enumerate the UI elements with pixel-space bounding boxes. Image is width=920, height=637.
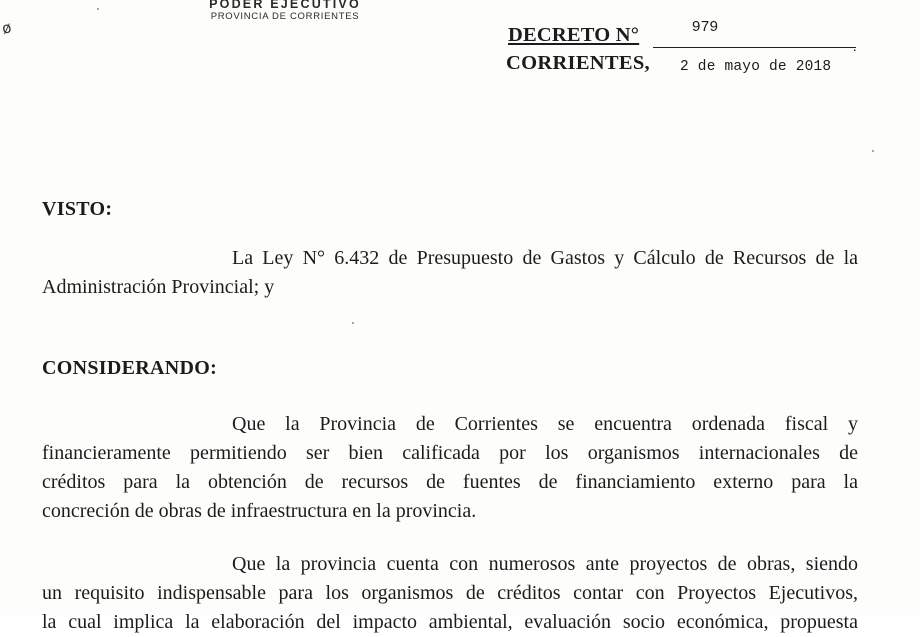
visto-paragraph [42,244,858,302]
decree-number-row [508,18,908,55]
paragraph-line: Administración Provincial; y [42,276,275,298]
paragraph-line: créditos para la obtención de recursos de fuentes de financiamiento externo para la [42,471,858,493]
decree-number: 979 [692,18,719,35]
letterhead-title: PODER EJECUTIVO [209,0,361,11]
considerando-heading: CONSIDERANDO: [42,357,218,379]
paragraph-line: un requisito indispensable para los organismos de créditos contar con Proyectos Ejecutivos, [42,582,858,604]
paragraph-line: concreción de obras de infraestructura en la provincia. [42,500,477,522]
scan-speck [872,150,874,152]
paragraph-line: Que la Provincia de Corrientes se encuentra ordenada fiscal y [232,413,858,435]
paragraph-line: financieramente permitiendo ser bien calificada por los organismos internacionales de [42,442,858,464]
decree-rule-end-dot: . [853,40,857,55]
visto-heading: VISTO: [42,198,113,220]
city-label: CORRIENTES, [506,52,650,74]
decree-date: 2 de mayo de 2018 [680,59,832,75]
letterhead [150,0,420,22]
scan-speck [97,8,99,10]
decree-label: DECRETO N° [508,24,640,46]
scan-speck [352,322,354,324]
decree-city-row [508,48,908,78]
decree-header [508,18,908,78]
paragraph-line: Que la provincia cuenta con numerosos ante proyectos de obras, siendo [232,553,858,575]
paragraph-line: la cual implica la elaboración del impacto ambiental, evaluación socio económica, propuesta [42,611,858,633]
corner-mark: ø [0,18,14,38]
considerando-paragraph-1 [42,410,858,526]
letterhead-subtitle: PROVINCIA DE CORRIENTES [210,11,360,22]
considerando-paragraph-2 [42,550,858,637]
paragraph-line: La Ley N° 6.432 de Presupuesto de Gastos y Cálculo de Recursos de la [232,247,858,269]
